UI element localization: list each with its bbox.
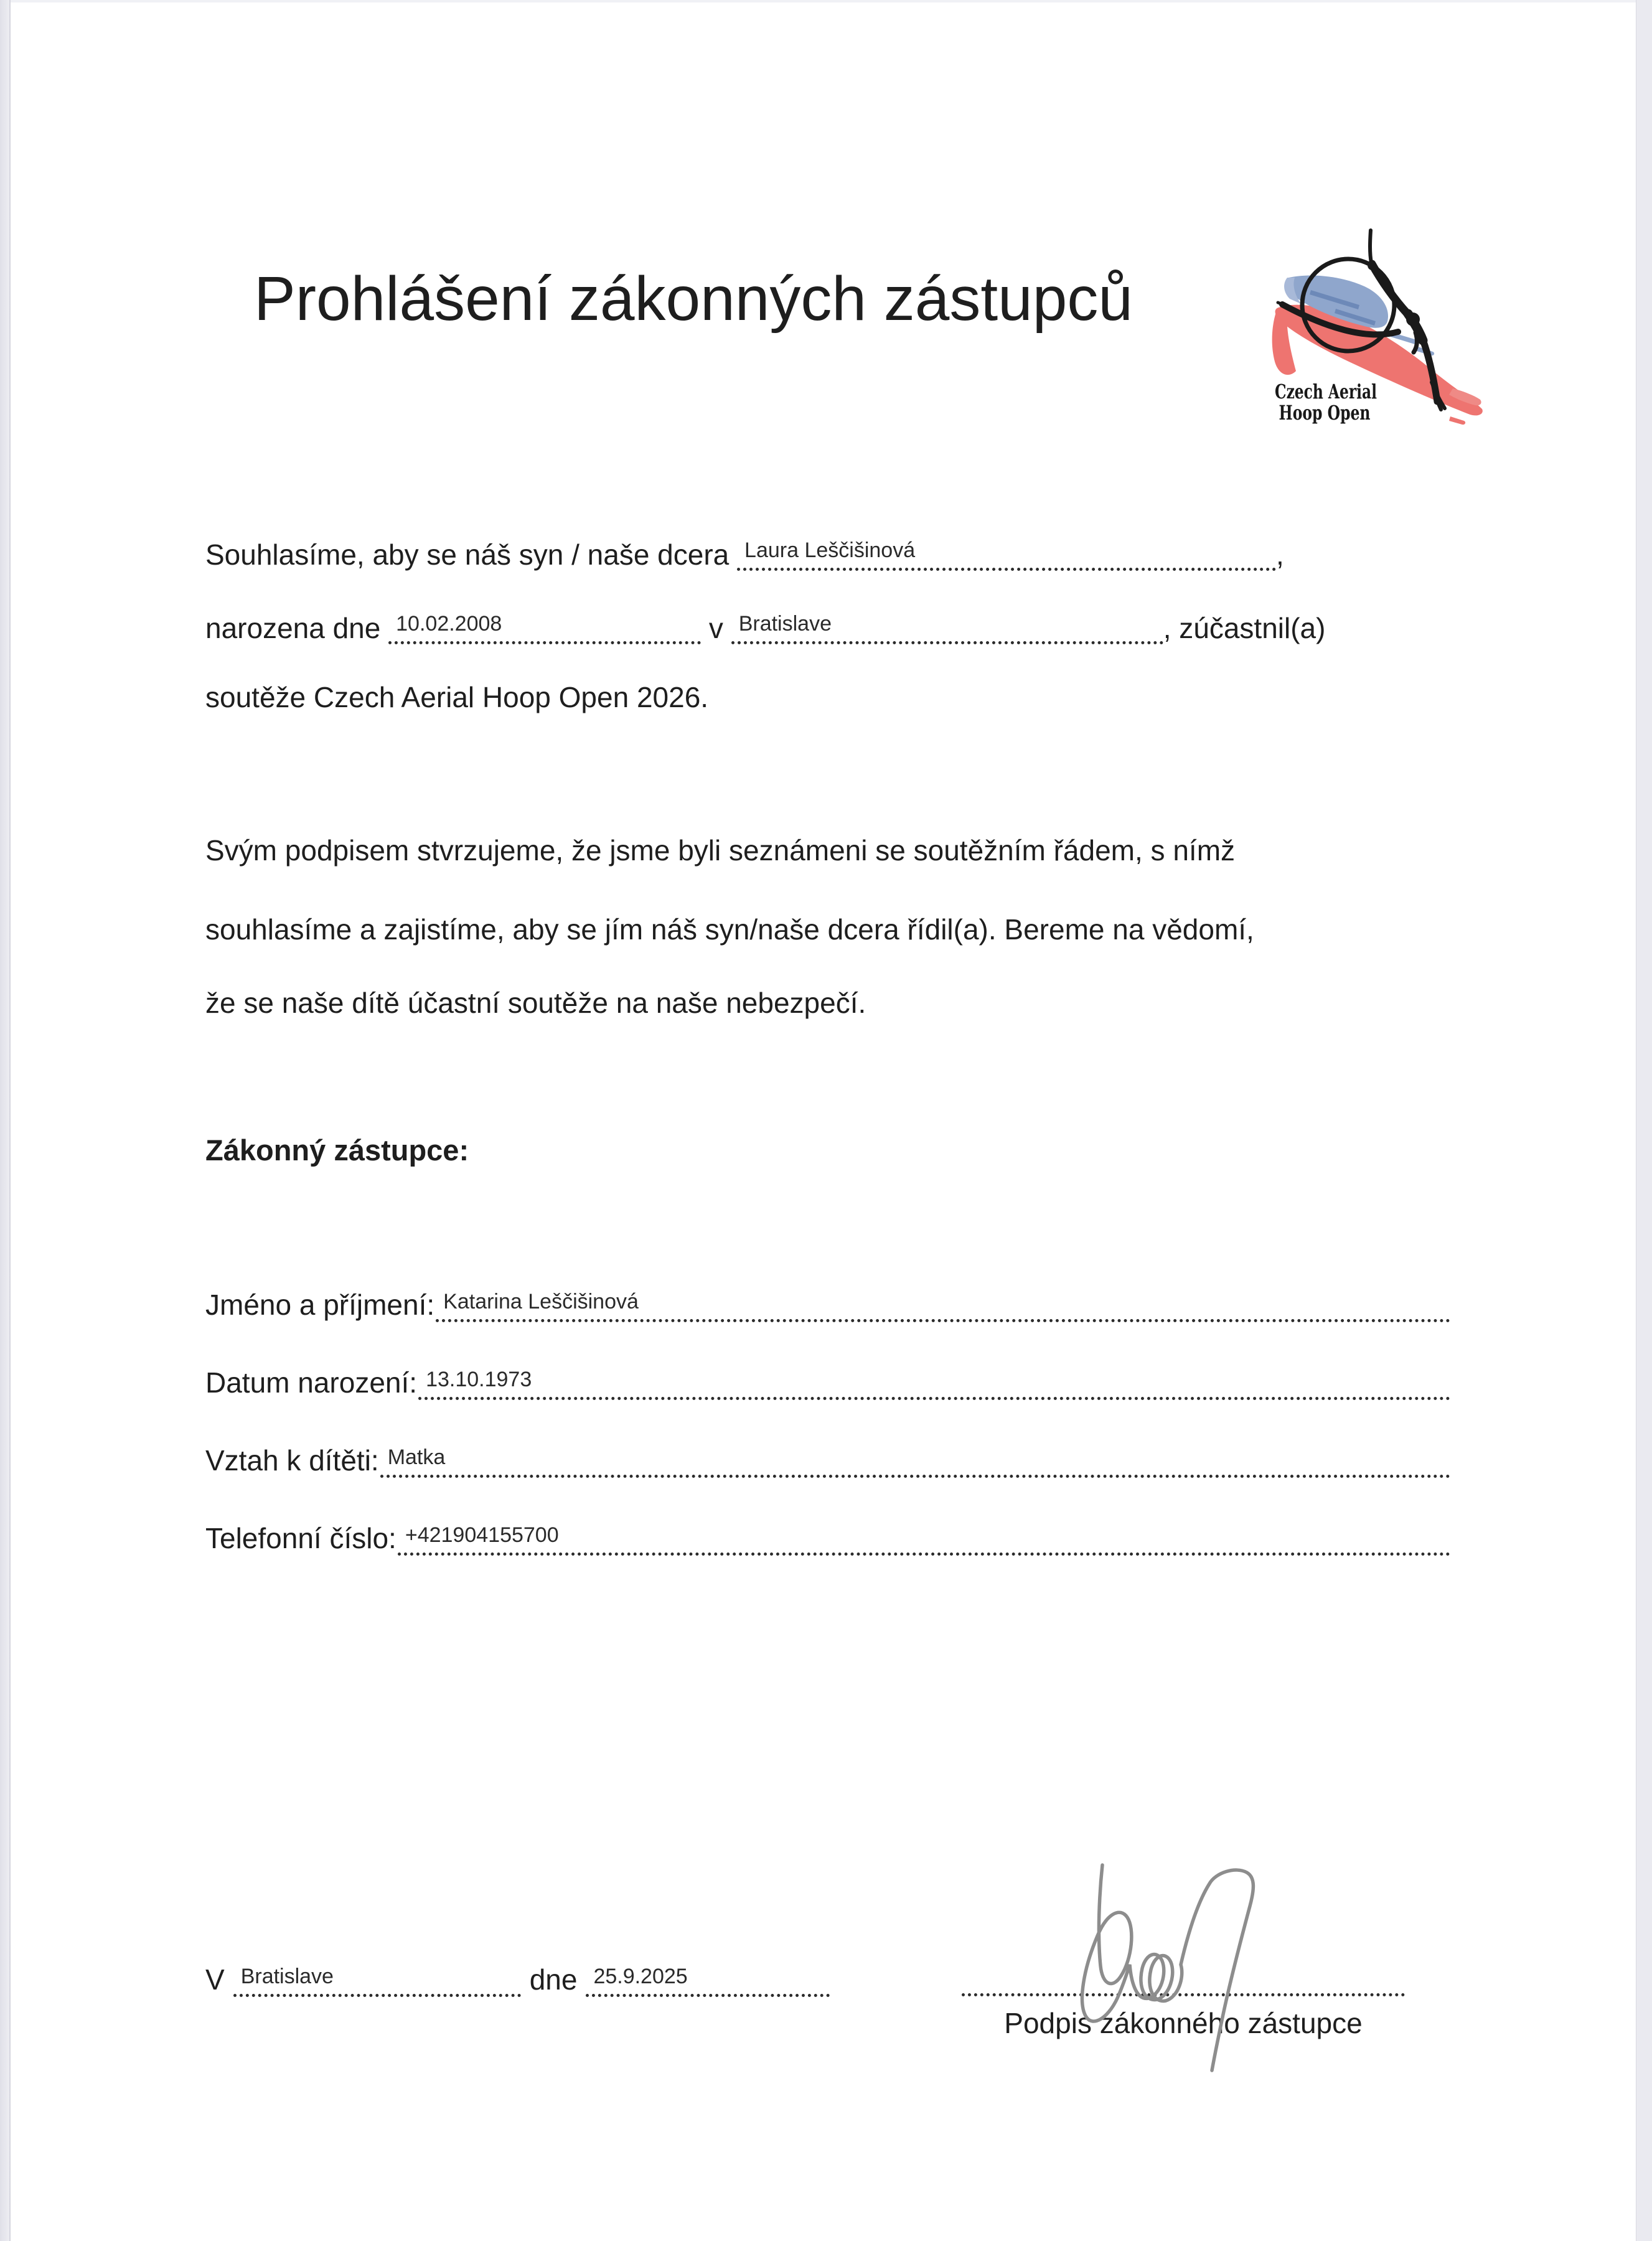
field-label-relation: Vztah k dítěti: <box>205 1444 379 1477</box>
paragraph1-text2: narozena dne <box>205 612 381 644</box>
paragraph1-text5: soutěže Czech Aerial Hoop Open 2026. <box>205 681 709 713</box>
guardian-heading: Zákonný zástupce: <box>205 1134 469 1167</box>
field-blank-relation <box>380 1442 1450 1478</box>
footer-place-value: Bratislave <box>240 1965 334 1988</box>
field-label-phone: Telefonní číslo: <box>205 1522 397 1554</box>
signature-scribble <box>1061 1848 1323 2078</box>
field-blank-phone <box>398 1520 1450 1556</box>
field-row-name <box>205 1287 1450 1322</box>
czech-aerial-hoop-open-logo <box>1231 228 1494 431</box>
footer-date-value: 25.9.2025 <box>593 1965 688 1988</box>
footer-v-label: V <box>205 1963 225 1996</box>
page-title: Prohlášení zákonných zástupců <box>254 264 1133 334</box>
field-row-relation <box>205 1442 1450 1478</box>
field-value-relation: Matka <box>387 1445 446 1469</box>
footer-place-date-row <box>205 1961 830 1997</box>
paragraph2-line1: Svým podpisem stvrzujeme, že jsme byli seznámeni se soutěžním řádem, s nímž <box>205 834 1236 867</box>
birth-date-blank <box>388 609 701 644</box>
page-edge-right <box>1636 0 1652 2241</box>
paragraph1-line2 <box>205 609 1325 646</box>
child-name-value: Laura Leščišinová <box>744 538 916 562</box>
signature-caption: Podpis zákonného zástupce <box>1004 2007 1363 2039</box>
birth-date-value: 10.02.2008 <box>396 612 502 636</box>
footer-date-blank <box>586 1961 830 1997</box>
footer-place-blank <box>233 1961 521 1997</box>
field-row-phone <box>205 1520 1450 1556</box>
child-name-blank <box>737 535 1276 571</box>
birth-place-blank <box>731 609 1163 644</box>
paragraph1-comma: , <box>1276 538 1284 571</box>
paragraph1-text: Souhlasíme, aby se náš syn / naše dcera <box>205 538 730 571</box>
birth-place-value: Bratislave <box>738 612 832 636</box>
paragraph1-line3 <box>205 680 708 715</box>
paragraph1-line1 <box>205 535 1284 572</box>
page-edge-top <box>0 0 1652 2</box>
paragraph1-text4: , zúčastnil(a) <box>1163 612 1326 644</box>
field-blank-birthdate <box>418 1365 1450 1400</box>
field-value-birthdate: 13.10.1973 <box>426 1368 532 1391</box>
paragraph1-text3: v <box>708 612 723 644</box>
logo-text-line1: Czech Aerial <box>1275 380 1377 403</box>
field-blank-name <box>436 1287 1450 1322</box>
field-label-birthdate: Datum narození: <box>205 1366 418 1399</box>
field-value-name: Katarina Leščišinová <box>443 1290 639 1313</box>
page-edge-left <box>0 0 11 2241</box>
footer-dne-label: dne <box>529 1963 578 1996</box>
field-value-phone: +421904155700 <box>405 1523 559 1547</box>
paragraph2-line2: souhlasíme a zajistíme, aby se jím náš syn/naše dcera řídil(a). Bereme na vědomí, <box>205 913 1254 946</box>
paragraph2-line3: že se naše dítě účastní soutěže na naše nebezpečí. <box>205 987 866 1019</box>
field-label-name: Jméno a příjmení: <box>205 1289 435 1321</box>
logo-text-line2: Hoop Open <box>1279 401 1371 425</box>
field-row-birthdate <box>205 1365 1450 1400</box>
